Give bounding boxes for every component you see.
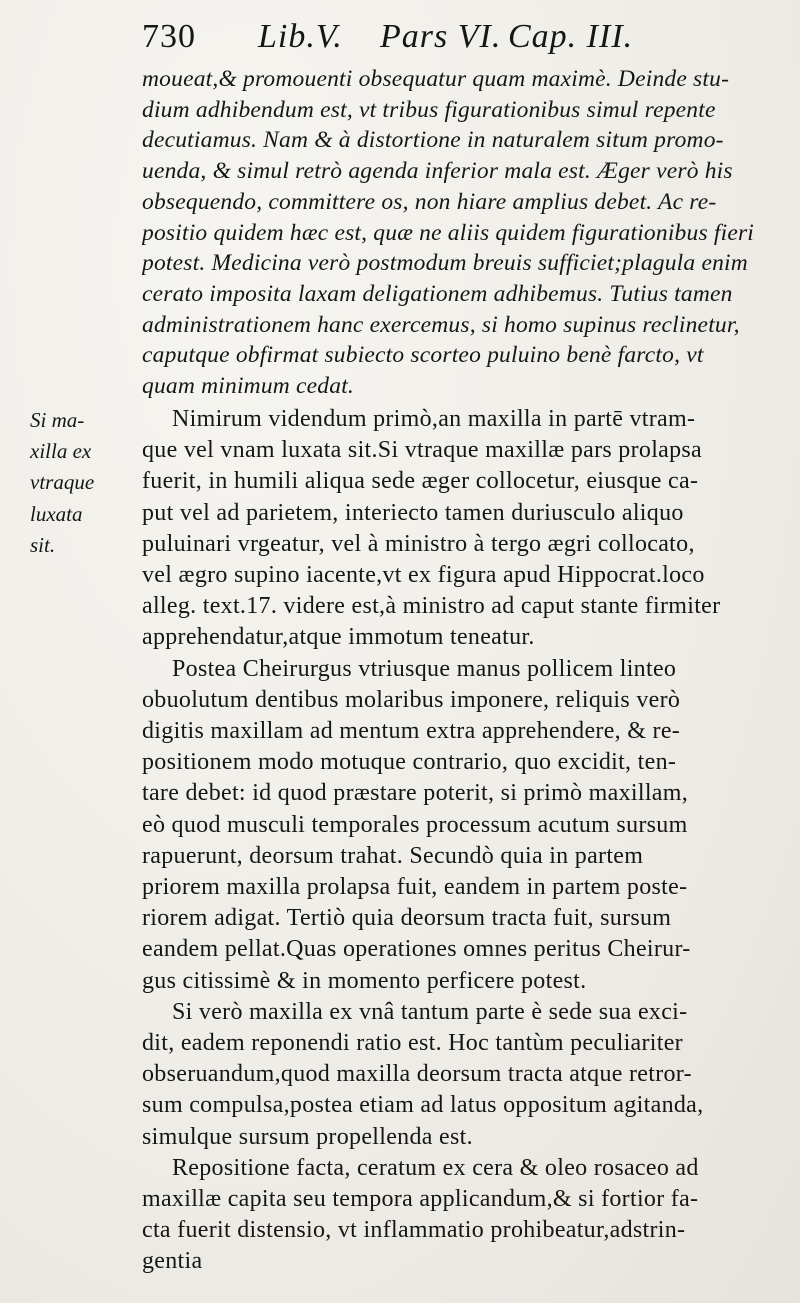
- book-label: Lib.V.: [258, 18, 343, 55]
- text-line: Si verò maxilla ex vnâ tantum parte è sede sua exci-: [172, 998, 688, 1025]
- text-line: obuolutum dentibus molaribus imponere, reliquis verò: [142, 686, 681, 713]
- text-line: vel ægro supino iacente,vt ex figura apud Hippocrat.loco: [142, 562, 705, 588]
- text-line: gentia: [142, 1248, 203, 1275]
- text-line: xilla ex: [30, 439, 92, 464]
- text-line: que vel vnam luxata sit.Si vtraque maxillæ pars prolapsa: [142, 437, 703, 464]
- text-line: digitis maxillam ad mentum extra apprehendere, & re-: [142, 718, 681, 744]
- text-line: positionem modo motuque contrario, quo excidit, ten-: [142, 749, 677, 776]
- text-line: put vel ad parietem, interiecto tamen duriusculo aliquo: [142, 499, 684, 526]
- text-line: obsequendo, committere os, non hiare amplius debet. Ac re-: [142, 188, 717, 215]
- text-line: Nimirum videndum primò,an maxilla in partē vtram-: [172, 406, 696, 432]
- text-line: apprehendatur,atque immotum teneatur.: [142, 624, 535, 651]
- text-line: Postea Cheirurgus vtriusque manus pollicem linteo: [172, 655, 677, 682]
- text-line: maxillæ capita seu tempora applicandum,& si fortior fa-: [142, 1186, 699, 1212]
- text-line: potest. Medicina verò postmodum breuis sufficiet;plagula enim: [142, 250, 748, 277]
- text-line: sum compulsa,postea etiam ad latus oppositum agitanda,: [142, 1092, 704, 1119]
- text-line: luxata: [30, 501, 83, 526]
- text-line: Repositione facta, ceratum ex cera & oleo rosaceo ad: [172, 1154, 699, 1181]
- text-line: tare debet: id quod præstare poterit, si primò maxillam,: [142, 780, 689, 807]
- text-line: rapuerunt, deorsum trahat. Secundò quia in partem: [142, 842, 644, 869]
- roman-text-block: [142, 406, 792, 1286]
- text-line: riorem adigat. Tertiò quia deorsum tracta fuit, sursum: [142, 905, 672, 932]
- text-line: Si ma-: [30, 408, 85, 432]
- chapter-label: Cap. III.: [508, 18, 634, 55]
- text-line: moueat,& promouenti obsequatur quam maximè. Deinde stu-: [142, 66, 730, 92]
- text-line: simulque sursum propellenda est.: [142, 1123, 473, 1150]
- text-line: obseruandum,quod maxilla deorsum tracta atque retror-: [142, 1061, 692, 1088]
- text-line: cta fuerit distensio, vt inflammatio prohibeatur,adstrin-: [142, 1217, 686, 1244]
- text-line: administrationem hanc exercemus, si homo supinus reclinetur,: [142, 311, 740, 338]
- text-line: caputque obfirmat subiecto scorteo puluino benè farcto, vt: [142, 342, 704, 369]
- text-line: priorem maxilla prolapsa fuit, eandem in partem poste-: [142, 874, 688, 900]
- text-line: dit, eadem reponendi ratio est. Hoc tantùm peculiariter: [142, 1030, 683, 1056]
- text-line: quam minimum cedat.: [142, 373, 355, 399]
- text-line: vtraque: [30, 470, 95, 495]
- text-line: eò quod musculi temporales processum acutum sursum: [142, 811, 688, 838]
- text-line: puluinari vrgeatur, vel à ministro à tergo ægri collocato,: [142, 530, 695, 557]
- text-line: eandem pellat.Quas operationes omnes peritus Cheirur-: [142, 936, 691, 963]
- italic-text-block: [142, 66, 792, 406]
- text-line: sit.: [30, 532, 56, 557]
- text-line: positio quidem hæc est, quæ ne aliis quidem figurationibus fieri: [142, 219, 755, 246]
- part-label: Pars VI.: [380, 18, 502, 55]
- text-line: decutiamus. Nam & à distortione in naturalem situm promo-: [142, 127, 724, 154]
- page-number: 730: [142, 18, 196, 55]
- running-header: [140, 18, 780, 68]
- marginal-note: [30, 408, 140, 568]
- text-line: cerato imposita laxam deligationem adhibemus. Tutius tamen: [142, 280, 733, 307]
- text-line: gus citissimè & in momento perficere potest.: [142, 967, 587, 994]
- text-line: alleg. text.17. videre est,à ministro ad caput stante firmiter: [142, 593, 721, 620]
- text-line: dium adhibendum est, vt tribus figurationibus simul repente: [142, 96, 716, 123]
- text-line: fuerit, in humili aliqua sede æger collocetur, eiusque ca-: [142, 468, 699, 495]
- text-line: uenda, & simul retrò agenda inferior mala est. Æger verò his: [142, 158, 733, 185]
